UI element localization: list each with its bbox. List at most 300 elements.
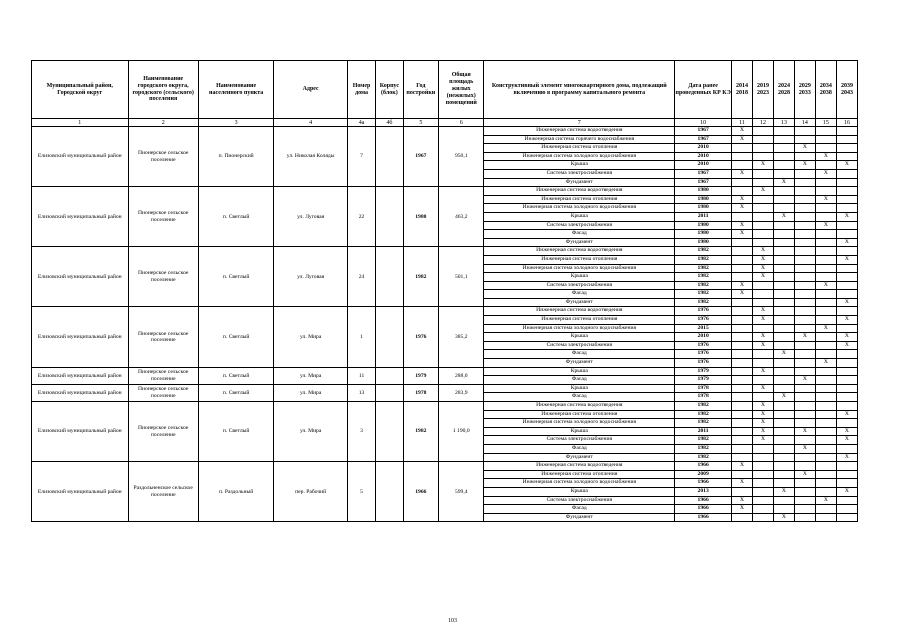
period-mark-cell [773, 230, 794, 239]
period-mark-cell [773, 402, 794, 411]
prev-repair-date-cell: 2011 [675, 212, 732, 221]
house-number-cell: 24 [347, 247, 375, 307]
period-mark-cell [815, 402, 836, 411]
header-build-year: Год постройки [403, 61, 439, 119]
period-mark-cell [731, 333, 752, 342]
period-mark-cell [815, 144, 836, 153]
period-mark-cell [836, 402, 857, 411]
prev-repair-date-cell: 2013 [675, 487, 732, 496]
period-mark-cell: X [836, 410, 857, 419]
column-number: 1 [32, 119, 129, 127]
element-name-cell: Фундамент [484, 298, 675, 307]
period-mark-cell [773, 135, 794, 144]
period-mark-cell [752, 290, 773, 299]
address-cell: ул. Мира [274, 402, 347, 462]
period-mark-cell [794, 359, 815, 368]
period-mark-cell: X [752, 341, 773, 350]
period-mark-cell [773, 307, 794, 316]
period-mark-cell [731, 427, 752, 436]
block-cell [376, 187, 403, 247]
element-name-cell: Крыша [484, 333, 675, 342]
settlement-cell: Раздольненское сельское поселение [128, 462, 198, 522]
column-number: 7 [484, 119, 675, 127]
period-mark-cell [731, 178, 752, 187]
prev-repair-date-cell: 1976 [675, 350, 732, 359]
period-mark-cell: X [773, 487, 794, 496]
period-mark-cell [731, 307, 752, 316]
period-mark-cell [836, 290, 857, 299]
house-number-cell: 1 [347, 307, 375, 367]
period-mark-cell: X [731, 479, 752, 488]
prev-repair-date-cell: 1982 [675, 247, 732, 256]
period-mark-cell: X [731, 290, 752, 299]
locality-cell: п. Светлый [198, 384, 274, 401]
page-number: 103 [448, 618, 457, 624]
element-name-cell: Инженерная система холодного водоснабжения [484, 204, 675, 213]
build-year-cell: 1967 [403, 127, 439, 187]
period-mark-cell [815, 238, 836, 247]
period-mark-cell: X [731, 204, 752, 213]
prev-repair-date-cell: 1982 [675, 436, 732, 445]
period-mark-cell [815, 393, 836, 402]
area-cell: 463,2 [439, 187, 484, 247]
table-row [32, 462, 858, 471]
element-name-cell: Крыша [484, 273, 675, 282]
period-mark-cell [773, 204, 794, 213]
prev-repair-date-cell: 1966 [675, 513, 732, 522]
period-mark-cell [836, 367, 857, 376]
element-name-cell: Инженерная система водоотведения [484, 402, 675, 411]
period-mark-cell [773, 264, 794, 273]
table-row [32, 127, 858, 136]
prev-repair-date-cell: 1982 [675, 410, 732, 419]
period-mark-cell [752, 169, 773, 178]
table-row [32, 384, 858, 393]
period-mark-cell [836, 470, 857, 479]
house-number-cell: 5 [347, 462, 375, 522]
prev-repair-date-cell: 1979 [675, 367, 732, 376]
period-mark-cell [773, 505, 794, 514]
period-mark-cell [794, 178, 815, 187]
period-mark-cell [836, 264, 857, 273]
period-mark-cell [815, 341, 836, 350]
element-name-cell: Инженерная система холодного водоснабжения [484, 479, 675, 488]
element-name-cell: Фундамент [484, 359, 675, 368]
element-name-cell: Инженерная система отопления [484, 255, 675, 264]
period-mark-cell [836, 384, 857, 393]
period-mark-cell [794, 152, 815, 161]
table-row [32, 247, 858, 256]
period-mark-cell [815, 453, 836, 462]
period-mark-cell [794, 255, 815, 264]
period-mark-cell: X [794, 427, 815, 436]
element-name-cell: Система электроснабжения [484, 221, 675, 230]
period-mark-cell: X [731, 505, 752, 514]
header-address: Адрес [274, 61, 347, 119]
prev-repair-date-cell: 1982 [675, 264, 732, 273]
period-mark-cell [731, 436, 752, 445]
prev-repair-date-cell: 1978 [675, 393, 732, 402]
period-mark-cell: X [815, 359, 836, 368]
period-mark-cell: X [752, 436, 773, 445]
table-row [32, 402, 858, 411]
period-mark-cell [773, 281, 794, 290]
period-mark-cell [731, 350, 752, 359]
period-mark-cell [731, 453, 752, 462]
locality-cell: п. Раздольный [198, 462, 274, 522]
period-mark-cell [815, 350, 836, 359]
prev-repair-date-cell: 1967 [675, 127, 732, 136]
period-mark-cell [794, 496, 815, 505]
settlement-cell: Пионерское сельское поселение [128, 247, 198, 307]
period-mark-cell [836, 350, 857, 359]
address-cell: ул. Мира [274, 384, 347, 401]
period-mark-cell: X [731, 462, 752, 471]
period-mark-cell: X [773, 178, 794, 187]
period-mark-cell [752, 393, 773, 402]
element-name-cell: Фасад [484, 290, 675, 299]
period-mark-cell [773, 496, 794, 505]
period-mark-cell: X [752, 255, 773, 264]
period-mark-cell [773, 384, 794, 393]
area-cell: 1 190,0 [439, 402, 484, 462]
column-number: 11 [731, 119, 752, 127]
period-mark-cell [794, 212, 815, 221]
block-cell [376, 367, 403, 384]
period-mark-cell [815, 255, 836, 264]
period-mark-cell [794, 247, 815, 256]
element-name-cell: Инженерная система водоотведения [484, 462, 675, 471]
column-number: 16 [836, 119, 857, 127]
prev-repair-date-cell: 2011 [675, 427, 732, 436]
period-mark-cell [773, 367, 794, 376]
period-mark-cell: X [752, 410, 773, 419]
period-mark-cell [794, 462, 815, 471]
period-mark-cell [773, 169, 794, 178]
header-element: Конструктивный элемент многоквартирного дома, подлежащий включению в программу капитального ремонта [484, 61, 675, 119]
prev-repair-date-cell: 2015 [675, 324, 732, 333]
period-mark-cell [731, 470, 752, 479]
element-name-cell: Инженерная система водоотведения [484, 247, 675, 256]
settlement-cell: Пионерское сельское поселение [128, 402, 198, 462]
period-mark-cell [815, 513, 836, 522]
period-mark-cell: X [815, 169, 836, 178]
period-mark-cell [773, 341, 794, 350]
element-name-cell: Инженерная система отопления [484, 144, 675, 153]
settlement-cell: Пионерское сельское поселение [128, 307, 198, 367]
header-period: 2034 2038 [815, 61, 836, 119]
house-number-cell: 13 [347, 384, 375, 401]
area-cell: 385,2 [439, 307, 484, 367]
period-mark-cell [836, 324, 857, 333]
period-mark-cell [773, 127, 794, 136]
period-mark-cell: X [773, 513, 794, 522]
house-number-cell: 11 [347, 367, 375, 384]
period-mark-cell: X [731, 496, 752, 505]
period-mark-cell [836, 144, 857, 153]
period-mark-cell [752, 195, 773, 204]
period-mark-cell [794, 453, 815, 462]
period-mark-cell [773, 238, 794, 247]
period-mark-cell [752, 444, 773, 453]
period-mark-cell [773, 144, 794, 153]
period-mark-cell: X [836, 161, 857, 170]
locality-cell: п. Светлый [198, 367, 274, 384]
period-mark-cell [731, 359, 752, 368]
period-mark-cell [731, 247, 752, 256]
prev-repair-date-cell: 1966 [675, 479, 732, 488]
column-number: 6 [439, 119, 484, 127]
period-mark-cell: X [731, 195, 752, 204]
period-mark-cell: X [752, 384, 773, 393]
period-mark-cell [752, 350, 773, 359]
period-mark-cell [731, 410, 752, 419]
period-mark-cell [836, 187, 857, 196]
period-mark-cell [731, 161, 752, 170]
prev-repair-date-cell: 2010 [675, 144, 732, 153]
element-name-cell: Инженерная система холодного водоснабжения [484, 264, 675, 273]
element-name-cell: Крыша [484, 212, 675, 221]
capital-repair-table [31, 60, 858, 522]
build-year-cell: 1982 [403, 247, 439, 307]
element-name-cell: Система электроснабжения [484, 341, 675, 350]
period-mark-cell [815, 264, 836, 273]
area-cell: 950,1 [439, 127, 484, 187]
header-period: 2019 2023 [752, 61, 773, 119]
address-cell: ул. Мира [274, 307, 347, 367]
header-area: Общая площадь жилых (нежилых) помещений [439, 61, 484, 119]
period-mark-cell [752, 462, 773, 471]
column-numbers-row [32, 119, 858, 127]
element-name-cell: Фасад [484, 393, 675, 402]
prev-repair-date-cell: 2010 [675, 333, 732, 342]
period-mark-cell [773, 273, 794, 282]
period-mark-cell [752, 376, 773, 385]
period-mark-cell [794, 127, 815, 136]
prev-repair-date-cell: 1982 [675, 255, 732, 264]
address-cell: ул. Мира [274, 367, 347, 384]
table-row [32, 187, 858, 196]
period-mark-cell [794, 204, 815, 213]
header-prev-repair-date: Дата ранее проведенных КР КЭ [675, 61, 732, 119]
period-mark-cell [731, 376, 752, 385]
period-mark-cell [752, 135, 773, 144]
period-mark-cell [794, 316, 815, 325]
period-mark-cell [836, 359, 857, 368]
header-period: 2024 2028 [773, 61, 794, 119]
period-mark-cell: X [836, 316, 857, 325]
period-mark-cell: X [836, 436, 857, 445]
period-mark-cell: X [815, 281, 836, 290]
period-mark-cell [815, 135, 836, 144]
period-mark-cell [815, 384, 836, 393]
period-mark-cell [773, 195, 794, 204]
element-name-cell: Фасад [484, 505, 675, 514]
period-mark-cell [815, 316, 836, 325]
period-mark-cell [773, 316, 794, 325]
period-mark-cell [752, 230, 773, 239]
period-mark-cell [836, 230, 857, 239]
prev-repair-date-cell: 1982 [675, 273, 732, 282]
element-name-cell: Инженерная система отопления [484, 470, 675, 479]
period-mark-cell: X [752, 187, 773, 196]
period-mark-cell: X [794, 376, 815, 385]
period-mark-cell [794, 264, 815, 273]
element-name-cell: Инженерная система холодного водоснабжения [484, 152, 675, 161]
address-cell: ул. Луговая [274, 187, 347, 247]
element-name-cell: Инженерная система отопления [484, 316, 675, 325]
prev-repair-date-cell: 1982 [675, 419, 732, 428]
period-mark-cell [815, 307, 836, 316]
period-mark-cell [731, 402, 752, 411]
period-mark-cell [752, 496, 773, 505]
period-mark-cell [752, 212, 773, 221]
prev-repair-date-cell: 1980 [675, 195, 732, 204]
period-mark-cell: X [752, 419, 773, 428]
prev-repair-date-cell: 1982 [675, 453, 732, 462]
period-mark-cell [836, 419, 857, 428]
prev-repair-date-cell: 1982 [675, 290, 732, 299]
period-mark-cell: X [836, 212, 857, 221]
column-number: 3 [198, 119, 274, 127]
element-name-cell: Инженерная система холодного водоснабжения [484, 324, 675, 333]
element-name-cell: Крыша [484, 384, 675, 393]
period-mark-cell [794, 513, 815, 522]
house-number-cell: 3 [347, 402, 375, 462]
period-mark-cell [773, 152, 794, 161]
prev-repair-date-cell: 1980 [675, 204, 732, 213]
prev-repair-date-cell: 1976 [675, 307, 732, 316]
column-number: 4 [274, 119, 347, 127]
period-mark-cell [731, 255, 752, 264]
period-mark-cell [731, 367, 752, 376]
settlement-cell: Пионерское сельское поселение [128, 127, 198, 187]
locality-cell: п. Светлый [198, 187, 274, 247]
element-name-cell: Инженерная система холодного водоснабжения [484, 419, 675, 428]
period-mark-cell [752, 453, 773, 462]
header-settlement: Наименование городского округа, городского (сельского) поселения [128, 61, 198, 119]
period-mark-cell [794, 230, 815, 239]
period-mark-cell [815, 444, 836, 453]
prev-repair-date-cell: 1967 [675, 135, 732, 144]
period-mark-cell [836, 496, 857, 505]
period-mark-cell [836, 152, 857, 161]
period-mark-cell: X [836, 453, 857, 462]
period-mark-cell [731, 152, 752, 161]
address-cell: ул. Луговая [274, 247, 347, 307]
period-mark-cell [752, 152, 773, 161]
element-name-cell: Фасад [484, 376, 675, 385]
settlement-cell: Пионерское сельское поселение [128, 384, 198, 401]
period-mark-cell: X [815, 496, 836, 505]
period-mark-cell [773, 376, 794, 385]
period-mark-cell [773, 290, 794, 299]
period-mark-cell: X [731, 221, 752, 230]
period-mark-cell [815, 505, 836, 514]
locality-cell: п. Светлый [198, 402, 274, 462]
element-name-cell: Крыша [484, 161, 675, 170]
element-name-cell: Система электроснабжения [484, 169, 675, 178]
period-mark-cell [731, 264, 752, 273]
element-name-cell: Система электроснабжения [484, 281, 675, 290]
period-mark-cell [752, 221, 773, 230]
period-mark-cell [773, 427, 794, 436]
block-cell [376, 402, 403, 462]
period-mark-cell [773, 444, 794, 453]
period-mark-cell [752, 487, 773, 496]
header-district: Муниципальный район, Городской округ [32, 61, 129, 119]
period-mark-cell [836, 135, 857, 144]
period-mark-cell: X [752, 367, 773, 376]
prev-repair-date-cell: 1966 [675, 462, 732, 471]
period-mark-cell [752, 281, 773, 290]
period-mark-cell: X [752, 316, 773, 325]
period-mark-cell [836, 204, 857, 213]
prev-repair-date-cell: 1966 [675, 505, 732, 514]
period-mark-cell [815, 212, 836, 221]
period-mark-cell [815, 487, 836, 496]
period-mark-cell: X [752, 307, 773, 316]
period-mark-cell [731, 384, 752, 393]
header-row [32, 61, 858, 119]
element-name-cell: Крыша [484, 367, 675, 376]
period-mark-cell [815, 273, 836, 282]
prev-repair-date-cell: 2009 [675, 470, 732, 479]
column-number: 13 [773, 119, 794, 127]
period-mark-cell [773, 479, 794, 488]
period-mark-cell [752, 324, 773, 333]
build-year-cell: 1980 [403, 187, 439, 247]
period-mark-cell [794, 135, 815, 144]
period-mark-cell [773, 324, 794, 333]
prev-repair-date-cell: 1978 [675, 384, 732, 393]
period-mark-cell [794, 195, 815, 204]
district-cell: Елизовский муниципальный район [32, 187, 129, 247]
period-mark-cell [794, 169, 815, 178]
period-mark-cell: X [752, 427, 773, 436]
prev-repair-date-cell: 2010 [675, 152, 732, 161]
table-row [32, 367, 858, 376]
block-cell [376, 247, 403, 307]
period-mark-cell [836, 307, 857, 316]
district-cell: Елизовский муниципальный район [32, 367, 129, 384]
prev-repair-date-cell: 1976 [675, 341, 732, 350]
column-number: 5 [403, 119, 439, 127]
period-mark-cell [836, 281, 857, 290]
period-mark-cell: X [773, 212, 794, 221]
period-mark-cell: X [752, 402, 773, 411]
period-mark-cell: X [815, 324, 836, 333]
period-mark-cell [752, 298, 773, 307]
district-cell: Елизовский муниципальный район [32, 402, 129, 462]
column-number: 15 [815, 119, 836, 127]
build-year-cell: 1982 [403, 402, 439, 462]
period-mark-cell [773, 161, 794, 170]
period-mark-cell [731, 144, 752, 153]
period-mark-cell [815, 462, 836, 471]
period-mark-cell [794, 487, 815, 496]
period-mark-cell [773, 247, 794, 256]
period-mark-cell [815, 247, 836, 256]
block-cell [376, 307, 403, 367]
period-mark-cell [752, 178, 773, 187]
element-name-cell: Система электроснабжения [484, 496, 675, 505]
period-mark-cell [815, 298, 836, 307]
period-mark-cell [773, 453, 794, 462]
period-mark-cell [815, 230, 836, 239]
period-mark-cell: X [815, 221, 836, 230]
period-mark-cell: X [794, 444, 815, 453]
